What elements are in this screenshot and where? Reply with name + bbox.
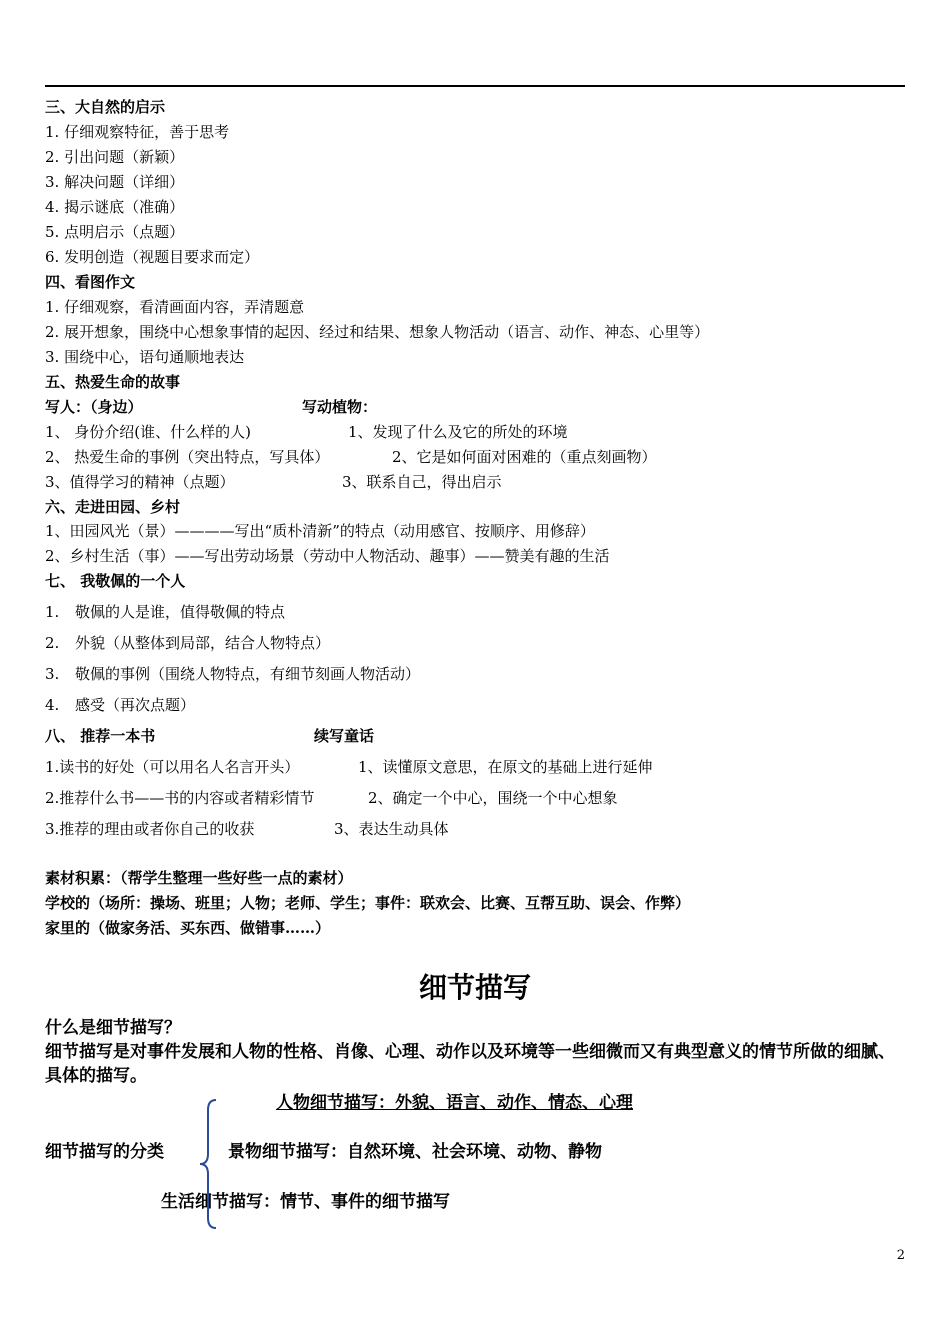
page-title: 细节描写 [418,971,531,1004]
list-item [45,602,285,622]
section-7-heading: 七、 我敬佩的一个人 [45,572,186,590]
section-3-heading: 三、大自然的启示 [45,98,166,116]
plants-heading: 写动植物： [302,398,378,416]
item-text: 敬佩的事例（围绕人物特点，有细节刻画人物活动） [75,665,421,683]
material-home: 家里的（做家务活、买东西、做错事……） [45,919,331,937]
list-item: 3. 围绕中心，语句通顺地表达 [45,348,245,366]
classification-label: 细节描写的分类 [45,1142,164,1162]
section-4-heading: 四、看图作文 [45,273,136,291]
item-number: 4. [45,696,60,714]
list-item: 2、 热爱生命的事例（突出特点，写具体） [45,448,330,466]
item-text: 外貌（从整体到局部，结合人物特点） [75,634,331,652]
section-5-heading: 五、热爱生命的故事 [45,373,181,391]
item-number: 1. [45,603,60,621]
list-item: 5. 点明启示（点题） [45,223,185,241]
material-school: 学校的（场所：操场、班里；人物；老师、学生；事件：联欢会、比赛、互帮互助、误会、作弊） [45,894,691,912]
list-item: 1. 仔细观察，看清画面内容，弄清题意 [45,298,305,316]
list-item: 2、乡村生活（事）——写出劳动场景（劳动中人物活动、趣事）——赞美有趣的生活 [45,547,610,565]
list-item: 2. 引出问题（新颖） [45,148,185,166]
list-item [45,664,420,684]
section-8-heading: 八、 推荐一本书 [45,727,156,745]
people-heading: 写人：（身边） [45,398,143,416]
list-item: 1. 仔细观察特征，善于思考 [45,123,230,141]
fairy-tale-heading: 续写童话 [314,727,375,745]
curly-brace-icon [196,1098,226,1230]
list-item: 1、田园风光（景）————写出“质朴清新”的特点（动用感官、按顺序、用修辞） [45,522,595,540]
material-heading: 素材积累：（帮学生整理一些好些一点的素材） [45,869,353,887]
category-scenery: 景物细节描写：自然环境、社会环境、动物、静物 [228,1142,602,1162]
category-life: 生活细节描写：情节、事件的细节描写 [161,1192,450,1212]
list-item: 2. 展开想象，围绕中心想象事情的起因、经过和结果、想象人物活动（语言、动作、神态、心里等） [45,323,710,341]
category-people: 人物细节描写：外貌、语言、动作、情态、心理 [276,1093,633,1113]
detail-definition: 细节描写是对事件发展和人物的性格、肖像、心理、动作以及环境等一些细微而又有典型意义的情节所做的细腻、具体的描写。 [45,1042,895,1086]
item-number: 2. [45,634,60,652]
list-item: 6. 发明创造（视题目要求而定） [45,248,260,266]
list-item: 2.推荐什么书——书的内容或者精彩情节 [45,789,315,807]
list-item [45,695,195,715]
detail-question: 什么是细节描写？ [45,1018,181,1038]
list-item: 3、联系自己，得出启示 [342,473,502,491]
list-item [45,633,330,653]
list-item: 2、确定一个中心，围绕一个中心想象 [368,789,618,807]
list-item: 3、表达生动具体 [334,820,449,838]
item-text: 敬佩的人是谁，值得敬佩的特点 [75,603,286,621]
item-text: 感受（再次点题） [75,696,196,714]
item-number: 3. [45,665,60,683]
section-6-heading: 六、走进田园、乡村 [45,498,181,516]
list-item: 1、读懂原文意思，在原文的基础上进行延伸 [358,758,653,776]
list-item: 2、它是如何面对困难的（重点刻画物） [392,448,657,466]
list-item: 1、 身份介绍(谁、什么样的人) [45,423,252,441]
list-item: 4. 揭示谜底（准确） [45,198,185,216]
list-item: 3、值得学习的精神（点题） [45,473,235,491]
header-rule [45,85,905,87]
list-item: 3. 解决问题（详细） [45,173,185,191]
list-item: 1.读书的好处（可以用名人名言开头） [45,758,300,776]
list-item: 3.推荐的理由或者你自己的收获 [45,820,255,838]
list-item: 1、发现了什么及它的所处的环境 [348,423,568,441]
page-number: 2 [896,1248,905,1263]
